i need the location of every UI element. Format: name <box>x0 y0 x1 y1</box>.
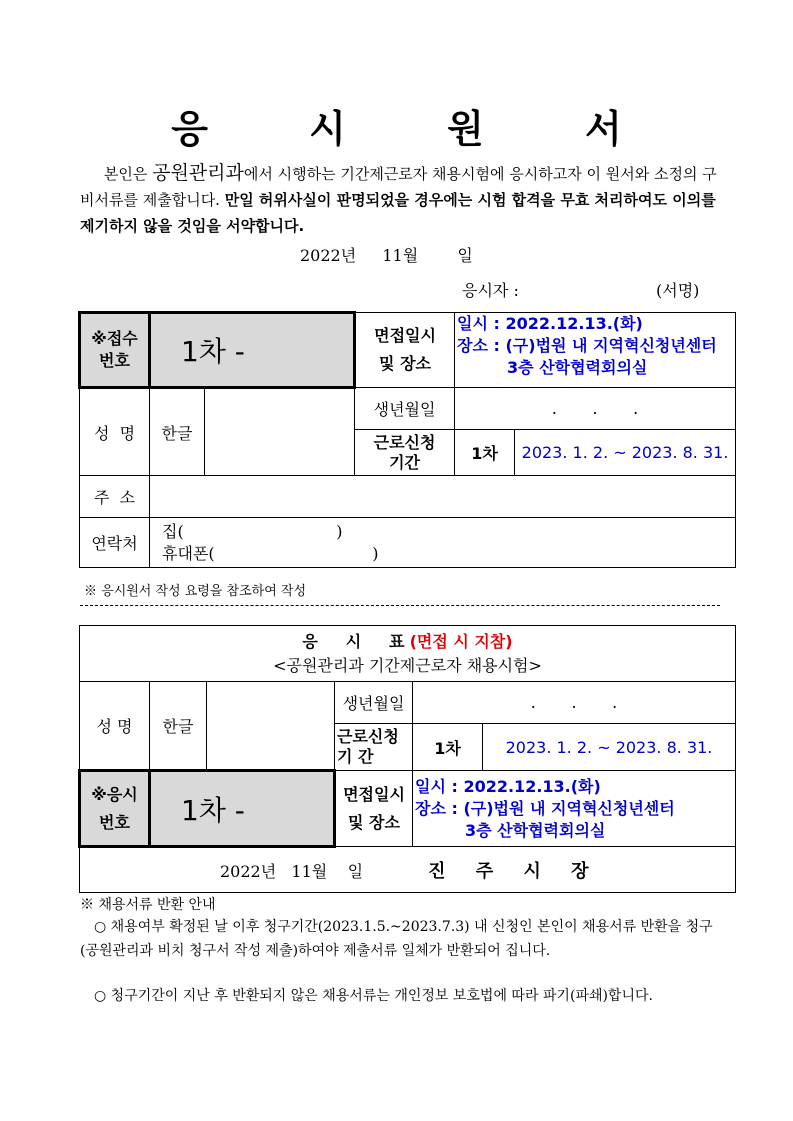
receipt-number-label: ※접수 번호 <box>80 313 150 388</box>
intro-dept: 공원관리과 <box>152 162 244 184</box>
applicant-signature[interactable]: (서명) <box>656 281 700 300</box>
exam-number-value: 1차 - <box>150 771 335 847</box>
ticket-interview-label: 면접일시 및 장소 <box>335 771 413 847</box>
document-title: 응 시 원 서 <box>171 107 666 151</box>
application-form-table <box>78 311 736 568</box>
birth-input[interactable]: . . . <box>455 388 736 430</box>
home-phone-field[interactable]: 집( ) <box>162 521 343 541</box>
name-input[interactable] <box>205 388 355 476</box>
ticket-korean-label: 한글 <box>150 682 207 771</box>
address-input[interactable] <box>150 476 736 518</box>
intro-pledge: 만일 허위사실이 판명되었을 경우에는 시험 합격을 무효 처리하여도 이의를 제기하지 않을 것임을 서약합니다. <box>80 191 716 235</box>
ticket-header <box>80 626 736 682</box>
return-info-item-1: ○ 채용여부 확정된 날 이후 청구기간(2023.1.5.~2023.7.3) 내 신청인 본인이 채용서류 반환을 청구(공원관리과 비치 청구서 작성 제출)하여야 제출서류 일체가 반환되어 집니다. <box>80 919 713 959</box>
contact-label: 연락처 <box>80 518 150 568</box>
interview-place: 장소 : (구)법원 내 지역혁신청년센터 <box>457 336 717 355</box>
name-label: 성 명 <box>80 388 150 476</box>
interview-label: 면접일시 및 장소 <box>355 313 455 388</box>
ticket-name-label: 성 명 <box>80 682 150 771</box>
intro-part2: 에서 시행하는 기간제근로자 채용시험에 응시하고자 이 원서와 소정의 구비서류를 제출합니다. <box>80 165 717 209</box>
contact-fields <box>150 518 736 568</box>
ticket-birth-label: 생년월일 <box>335 682 413 724</box>
ticket-name-input[interactable] <box>207 682 335 771</box>
receipt-number-value: 1차 - <box>150 313 355 388</box>
intro-paragraph <box>80 160 720 239</box>
work-round: 1차 <box>455 430 515 476</box>
ticket-subtitle: <공원관리과 기간제근로자 채용시험> <box>273 655 542 675</box>
ticket-round: 1차 <box>413 724 483 771</box>
address-label: 주 소 <box>80 476 150 518</box>
interview-info <box>455 313 736 388</box>
interview-room: 3층 산학협력회의실 <box>507 358 648 377</box>
exam-number-label: ※응시 번호 <box>80 771 150 847</box>
ticket-interview-info <box>413 771 736 847</box>
form-instruction-note: ※ 응시원서 작성 요령을 참조하여 작성 <box>84 584 307 599</box>
ticket-issue-date: 2022년 11월 일 <box>220 862 364 881</box>
work-period-label: 근로신청 기간 <box>355 430 455 476</box>
ticket-birth-input[interactable]: . . . <box>413 682 736 724</box>
ticket-issuer: 진 주 시 장 <box>428 861 601 882</box>
ticket-title: 응 시 표 <box>302 631 405 651</box>
return-info-heading: ※ 채용서류 반환 안내 <box>80 897 216 913</box>
applicant-label: 응시자 : <box>462 281 519 300</box>
ticket-interview-date: 일시 : 2022.12.13.(화) <box>415 776 601 796</box>
application-date: 2022년 11월 일 <box>300 246 473 265</box>
cut-line <box>80 605 720 606</box>
mobile-phone-field[interactable]: 휴대폰( ) <box>162 543 379 563</box>
ticket-period-label: 근로신청 기 간 <box>335 724 413 771</box>
exam-ticket-table <box>78 625 736 893</box>
work-period-value: 2023. 1. 2. ~ 2023. 8. 31. <box>515 430 736 476</box>
return-info-item-2: ○ 청구기간이 지난 후 반환되지 않은 채용서류는 개인정보 보호법에 따라 파기(파쇄)합니다. <box>94 988 653 1004</box>
birth-label: 생년월일 <box>355 388 455 430</box>
ticket-period-value: 2023. 1. 2. ~ 2023. 8. 31. <box>483 724 736 771</box>
ticket-footer <box>80 847 736 893</box>
interview-date: 일시 : 2022.12.13.(화) <box>457 314 643 333</box>
ticket-interview-room: 3층 산학협력회의실 <box>465 820 606 840</box>
ticket-title-note: (면접 시 지참) <box>409 631 513 651</box>
ticket-interview-place: 장소 : (구)법원 내 지역혁신청년센터 <box>415 798 675 818</box>
intro-part1: 본인은 <box>103 165 153 183</box>
korean-label: 한글 <box>150 388 205 476</box>
